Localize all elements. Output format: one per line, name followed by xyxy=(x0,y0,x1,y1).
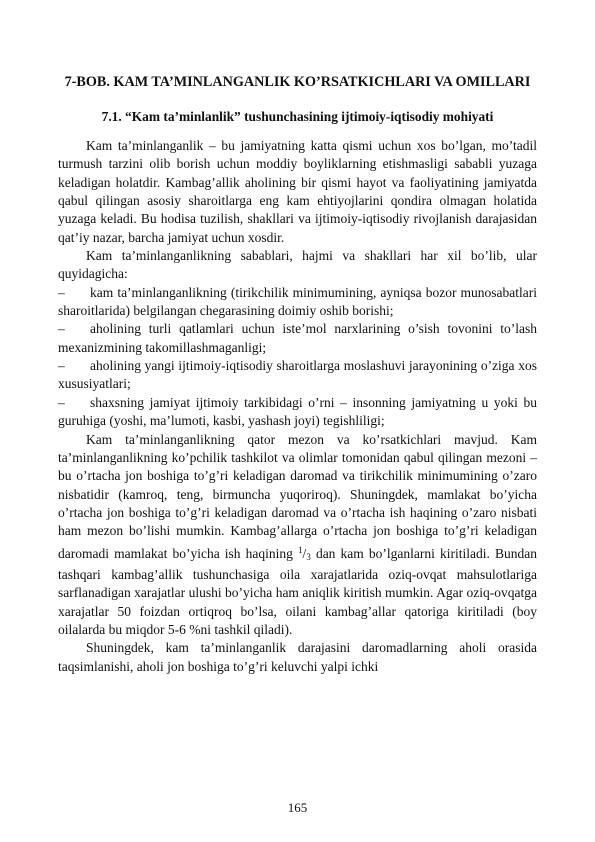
list-item-text: aholining turli qatlamlari uchun iste’mol narxlarining o’sish tovonini to’lash mexanizmining takomillashmaganligi; xyxy=(58,321,537,355)
paragraph: Kam ta’minlanganlikning sabablari, hajmi va shakllari har xil bo’lib, ular quyidagicha: xyxy=(58,248,537,282)
section-title: 7.1. “Kam ta’minlanlik” tushunchasining ijtimoiy-iqtisodiy mohiyati xyxy=(101,109,494,124)
paragraph: Kam ta’minlanganlikning qator mezon va ko’rsatkichlari mavjud. Kam ta’minlanganlikning ko’pchilik tashkilot va olimlar tomonidan qabul qilingan mezoni – bu o’rtacha jon boshiga to’g’ri keladigan daromad va tirikchilik minimumining o’zaro nisbatidir (kamroq, teng, birmuncha yuqoriroq). Shuningdek, mamlakat bo’yicha o’rtacha jon boshiga to’g’ri keladigan daromad va o’rtacha ish haqining o’zaro nisbati ham mezon bo’lishi mumkin. Kambag’allarga o’rtacha jon boshiga to’g’ri keladigan daromadi mamlakat bo’yicha ish haqining $^1/_3$ dan kam bo’lganlarni kiritiladi. Bundan tashqari kambag’allik tushunchasiga oila xarajatlarida oziq-ovqat mahsulotlariga sarflanadigan xarajatlar ulushi bo’yicha ham aniqlik kiritish mumkin. Agar oziq-ovqatga xarajatlar 50 foizdan ortiqroq bo’lsa, oilani kambag’allar qatoriga kiritiladi (boy oilalarda bu miqdor 5-6 %ni tashkil qiladi). xyxy=(58,431,537,637)
list-item-text: aholining yangi ijtimoiy-iqtisodiy sharoitlarga moslashuvi jarayonining o’ziga xos xususiyatlari; xyxy=(58,358,537,392)
paragraph: Kam ta’minlanganlik – bu jamiyatning katta qismi uchun xos bo’lgan, mo’tadil turmush tarzini olib borish uchun moddiy boyliklarning etishmasligi sababli yuzaga keladigan holatdir. Kambag’allik aholining bir qismi hayot va faoliyatining jamiyatda qabul qilingan asosiy sharoitlarga eng kam ehtiyojlarini qondira olmagan holatida yuzaga keladi. Bu hodisa tuzilish, shakllari va ijtimoiy-iqtisodiy rivojlanish darajasidan qat’iy nazar, barcha jamiyat uchun xosdir. xyxy=(58,138,537,245)
list-item-text: shaxsning jamiyat ijtimoiy tarkibidagi o’rni – insonning jamiyatning u yoki bu guruhiga (yoshi, ma’lumoti, kasbi, yashash joyi) tegishliligi; xyxy=(58,394,537,429)
paragraph-text: dan kam bo’lganlarni kiritiladi. Bundan tashqari kambag’allik tushunchasiga oila xarajatlarida oziq-ovqat mahsulotlariga sarflanadigan xarajatlar ulushi bo’yicha ham aniqlik kiritish mumkin. Agar oziq-ovqatga xarajatlar 50 foizdan ortiqroq bo’lsa, oilani kambag’allar qatoriga kiritiladi (boy oilalarda bu miqdor 5-6 %ni tashkil qiladi). xyxy=(58,545,537,637)
list-dash: – xyxy=(58,358,65,374)
list-item xyxy=(58,284,537,321)
fraction-numerator: 1 xyxy=(298,544,303,555)
list-item xyxy=(58,320,537,357)
chapter-title: 7-BOB. KAM TA’MINLANGANLIK KO’RSATKICHLARI VA OMILLARI xyxy=(64,74,531,90)
list-item xyxy=(58,357,537,394)
list-dash: – xyxy=(58,321,65,337)
page-number: 165 xyxy=(287,800,308,815)
list-dash: – xyxy=(58,394,65,410)
fraction-denominator: 3 xyxy=(306,551,311,562)
list-item-text: kam ta’minlanganlikning (tirikchilik minimumining, ayniqsa bozor munosabatlari sharoitlarida) belgilangan chegarasining doimiy oshib borishi; xyxy=(58,284,537,319)
paragraph-text: Kam ta’minlanganlikning qator mezon va ko’rsatkichlari mavjud. Kam ta’minlanganlikning ko’pchilik tashkilot va olimlar tomonidan qabul qilingan mezoni – bu o’rtacha jon boshiga to’g’ri keladigan daromad va tirikchilik minimumining o’zaro nisbatidir (kamroq, teng, birmuncha yuqoriroq). Shuningdek, mamlakat bo’yicha o’rtacha jon boshiga to’g’ri keladigan daromad va o’rtacha ish haqining o’zaro nisbati ham mezon bo’lishi mumkin. Kambag’allarga o’rtacha jon boshiga to’g’ri keladigan daromadi mamlakat bo’yicha ish haqining xyxy=(58,431,537,561)
list-item xyxy=(58,394,537,431)
list-dash: – xyxy=(58,284,65,300)
body-text xyxy=(58,137,537,676)
paragraph: Shuningdek, kam ta’minlanganlik darajasini daromadlarning aholi orasida taqsimlanishi, aholi jon boshiga to’g’ri keluvchi yalpi ichki xyxy=(58,640,537,674)
